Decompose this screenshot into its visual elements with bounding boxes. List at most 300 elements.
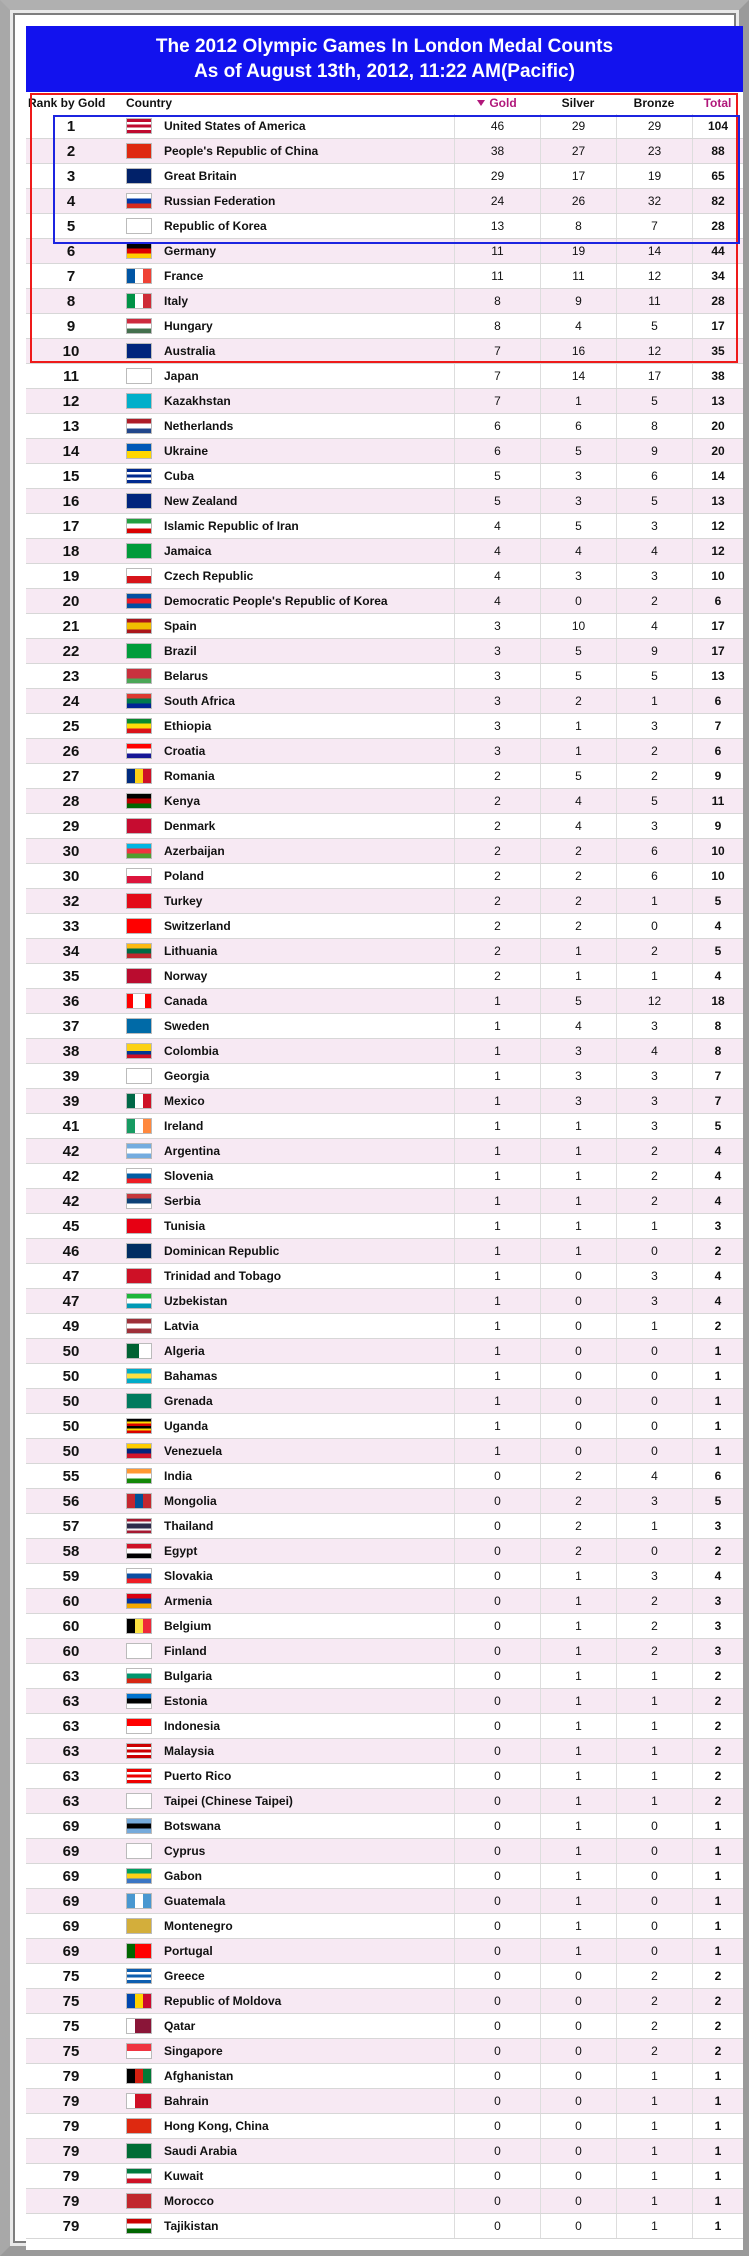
country-name[interactable]: Saudi Arabia	[164, 2144, 237, 2158]
rank-cell: 79	[62, 2117, 80, 2135]
silver-count: 3	[540, 464, 616, 488]
bronze-count: 1	[616, 1214, 692, 1238]
country-name[interactable]: Singapore	[164, 2044, 223, 2058]
table-row	[26, 139, 743, 164]
country-flag-icon	[126, 1743, 152, 1759]
total-count: 6	[692, 1464, 743, 1488]
gold-count: 1	[454, 1139, 540, 1163]
country-flag-icon	[126, 2118, 152, 2134]
silver-count: 0	[540, 2064, 616, 2088]
table-row	[26, 2089, 743, 2114]
rank-cell: 6	[66, 242, 76, 260]
total-count: 2	[692, 1989, 743, 2013]
total-count: 5	[692, 1489, 743, 1513]
table-row	[26, 189, 743, 214]
country-name[interactable]: United States of America	[164, 119, 306, 133]
country-name[interactable]: Hungary	[164, 319, 213, 333]
country-name[interactable]: Kuwait	[164, 2169, 204, 2183]
country-name[interactable]: Thailand	[164, 1519, 214, 1533]
table-row	[26, 814, 743, 839]
flag-cell	[124, 764, 154, 788]
rank-cell: 58	[62, 1542, 80, 1560]
flag-cell	[124, 639, 154, 663]
country-name[interactable]: Gabon	[164, 1869, 202, 1883]
country-name[interactable]: Belarus	[164, 669, 209, 683]
country-name[interactable]: Japan	[164, 369, 199, 383]
total-count: 1	[692, 1914, 743, 1938]
country-name[interactable]: Indonesia	[164, 1719, 221, 1733]
country-name[interactable]: Uzbekistan	[164, 1294, 228, 1308]
total-count: 5	[692, 939, 743, 963]
country-name[interactable]: Argentina	[164, 1144, 221, 1158]
gold-count: 0	[454, 1914, 540, 1938]
rank-cell: 75	[62, 1992, 80, 2010]
country-name[interactable]: Greece	[164, 1969, 205, 1983]
gold-count: 7	[454, 339, 540, 363]
total-count: 1	[692, 1414, 743, 1438]
country-name[interactable]: Tunisia	[164, 1219, 206, 1233]
rank-cell: 69	[62, 1892, 80, 1910]
gold-count: 1	[454, 1189, 540, 1213]
country-name[interactable]: Colombia	[164, 1044, 219, 1058]
bronze-count: 23	[616, 139, 692, 163]
silver-count: 1	[540, 1814, 616, 1838]
bronze-count: 9	[616, 439, 692, 463]
country-flag-icon	[126, 1918, 152, 1934]
country-name[interactable]: Montenegro	[164, 1919, 233, 1933]
country-name[interactable]: Bahamas	[164, 1369, 218, 1383]
country-name[interactable]: Cyprus	[164, 1844, 206, 1858]
total-count: 28	[692, 289, 743, 313]
rank-cell: 23	[62, 667, 80, 685]
table-row	[26, 864, 743, 889]
gold-count: 0	[454, 1789, 540, 1813]
country-name[interactable]: Portugal	[164, 1944, 213, 1958]
flag-cell	[124, 1839, 154, 1863]
gold-count: 0	[454, 1664, 540, 1688]
country-name[interactable]: Croatia	[164, 744, 206, 758]
country-name[interactable]: Jamaica	[164, 544, 212, 558]
gold-count: 11	[454, 264, 540, 288]
country-name[interactable]: Islamic Republic of Iran	[164, 519, 299, 533]
total-count: 14	[692, 464, 743, 488]
country-name[interactable]: Slovenia	[164, 1169, 214, 1183]
gold-count: 4	[454, 539, 540, 563]
country-name[interactable]: Democratic People's Republic of Korea	[164, 594, 388, 608]
country-name[interactable]: Puerto Rico	[164, 1769, 232, 1783]
total-count: 4	[692, 964, 743, 988]
country-name[interactable]: Trinidad and Tobago	[164, 1269, 282, 1283]
country-name[interactable]: Denmark	[164, 819, 216, 833]
gold-count: 29	[454, 164, 540, 188]
country-flag-icon	[126, 2093, 152, 2109]
flag-cell	[124, 214, 154, 238]
total-count: 2	[692, 1964, 743, 1988]
bronze-count: 2	[616, 2014, 692, 2038]
bronze-count: 0	[616, 1389, 692, 1413]
flag-cell	[124, 1414, 154, 1438]
country-name[interactable]: Latvia	[164, 1319, 199, 1333]
country-flag-icon	[126, 1668, 152, 1684]
gold-count: 2	[454, 914, 540, 938]
country-name[interactable]: Slovakia	[164, 1569, 213, 1583]
header-bronze[interactable]: Bronze	[633, 96, 675, 110]
total-count: 1	[692, 1389, 743, 1413]
bronze-count: 3	[616, 1264, 692, 1288]
country-name[interactable]: Armenia	[164, 1594, 213, 1608]
country-name[interactable]: Netherlands	[164, 419, 234, 433]
total-count: 34	[692, 264, 743, 288]
bronze-count: 3	[616, 1114, 692, 1138]
gold-count: 1	[454, 1439, 540, 1463]
country-name[interactable]: Australia	[164, 344, 216, 358]
silver-count: 1	[540, 739, 616, 763]
gold-count: 0	[454, 1964, 540, 1988]
country-name[interactable]: Great Britain	[164, 169, 237, 183]
total-count: 2	[692, 2014, 743, 2038]
bronze-count: 1	[616, 1689, 692, 1713]
silver-count: 4	[540, 539, 616, 563]
total-count: 7	[692, 1064, 743, 1088]
gold-count: 38	[454, 139, 540, 163]
country-name[interactable]: Republic of Moldova	[164, 1994, 282, 2008]
table-row	[26, 1339, 743, 1364]
country-name[interactable]: Ukraine	[164, 444, 209, 458]
silver-count: 1	[540, 1589, 616, 1613]
silver-count: 1	[540, 1114, 616, 1138]
table-row	[26, 839, 743, 864]
bronze-count: 8	[616, 414, 692, 438]
table-row	[26, 1539, 743, 1564]
rank-cell: 5	[66, 217, 76, 235]
country-name[interactable]: Romania	[164, 769, 215, 783]
total-count: 1	[692, 1864, 743, 1888]
flag-cell	[124, 1914, 154, 1938]
country-name[interactable]: Poland	[164, 869, 205, 883]
country-name[interactable]: Afghanistan	[164, 2069, 234, 2083]
total-count: 1	[692, 2189, 743, 2213]
country-name[interactable]: Botswana	[164, 1819, 221, 1833]
country-name[interactable]: Germany	[164, 244, 217, 258]
country-flag-icon	[126, 318, 152, 334]
header-rank[interactable]: Rank by Gold	[28, 96, 106, 110]
rank-cell: 69	[62, 1917, 80, 1935]
total-count: 10	[692, 839, 743, 863]
table-row	[26, 1839, 743, 1864]
flag-cell	[124, 439, 154, 463]
total-count: 18	[692, 989, 743, 1013]
rank-cell: 79	[62, 2217, 80, 2235]
country-flag-icon	[126, 1593, 152, 1609]
total-count: 13	[692, 664, 743, 688]
gold-count: 0	[454, 2164, 540, 2188]
header-total[interactable]: Total	[703, 96, 732, 110]
country-name[interactable]: South Africa	[164, 694, 235, 708]
country-name[interactable]: Republic of Korea	[164, 219, 267, 233]
header-silver[interactable]: Silver	[561, 96, 595, 110]
table-row	[26, 1014, 743, 1039]
country-name[interactable]: Georgia	[164, 1069, 210, 1083]
country-name[interactable]: Grenada	[164, 1394, 213, 1408]
country-flag-icon	[126, 1193, 152, 1209]
silver-count: 5	[540, 664, 616, 688]
flag-cell	[124, 1564, 154, 1588]
total-count: 1	[692, 1939, 743, 1963]
flag-cell	[124, 989, 154, 1013]
silver-count: 1	[540, 1214, 616, 1238]
gold-count: 0	[454, 1864, 540, 1888]
flag-cell	[124, 1739, 154, 1763]
gold-count: 2	[454, 864, 540, 888]
bronze-count: 1	[616, 1664, 692, 1688]
bronze-count: 2	[616, 2039, 692, 2063]
flag-cell	[124, 1214, 154, 1238]
flag-cell	[124, 1114, 154, 1138]
rank-cell: 50	[62, 1367, 80, 1385]
country-name[interactable]: Venezuela	[164, 1444, 223, 1458]
table-row	[26, 964, 743, 989]
country-name[interactable]: Spain	[164, 619, 197, 633]
bronze-count: 2	[616, 1164, 692, 1188]
table-row	[26, 389, 743, 414]
total-count: 4	[692, 1189, 743, 1213]
title-line-2: As of August 13th, 2012, 11:22 AM(Pacific)	[194, 61, 575, 82]
country-name[interactable]: Ethiopia	[164, 719, 212, 733]
country-name[interactable]: Switzerland	[164, 919, 231, 933]
rank-cell: 63	[62, 1667, 80, 1685]
country-flag-icon	[126, 1893, 152, 1909]
gold-count: 6	[454, 439, 540, 463]
silver-count: 5	[540, 989, 616, 1013]
gold-count: 0	[454, 1989, 540, 2013]
country-name[interactable]: Kazakhstan	[164, 394, 231, 408]
bronze-count: 3	[616, 1064, 692, 1088]
bronze-count: 29	[616, 114, 692, 138]
country-name[interactable]: Serbia	[164, 1194, 201, 1208]
country-flag-icon	[126, 693, 152, 709]
country-flag-icon	[126, 1718, 152, 1734]
country-name[interactable]: Tajikistan	[164, 2219, 219, 2233]
total-count: 82	[692, 189, 743, 213]
country-name[interactable]: Turkey	[164, 894, 203, 908]
table-row	[26, 2039, 743, 2064]
country-flag-icon	[126, 1118, 152, 1134]
flag-cell	[124, 1064, 154, 1088]
country-name[interactable]: Dominican Republic	[164, 1244, 280, 1258]
country-name[interactable]: Uganda	[164, 1419, 209, 1433]
rank-cell: 8	[66, 292, 76, 310]
total-count: 4	[692, 1264, 743, 1288]
gold-count: 0	[454, 2064, 540, 2088]
gold-count: 8	[454, 289, 540, 313]
flag-cell	[124, 739, 154, 763]
rank-cell: 50	[62, 1442, 80, 1460]
table-row	[26, 1614, 743, 1639]
bronze-count: 3	[616, 1289, 692, 1313]
country-flag-icon	[126, 1843, 152, 1859]
silver-count: 0	[540, 2139, 616, 2163]
total-count: 1	[692, 1839, 743, 1863]
country-flag-icon	[126, 968, 152, 984]
table-row	[26, 2114, 743, 2139]
country-name[interactable]: Bahrain	[164, 2094, 209, 2108]
total-count: 1	[692, 2139, 743, 2163]
table-row	[26, 339, 743, 364]
country-name[interactable]: Canada	[164, 994, 208, 1008]
rank-cell: 36	[62, 992, 80, 1010]
country-name[interactable]: Estonia	[164, 1694, 208, 1708]
bronze-count: 1	[616, 2114, 692, 2138]
flag-cell	[124, 1989, 154, 2013]
flag-cell	[124, 489, 154, 513]
bronze-count: 0	[616, 1839, 692, 1863]
country-name[interactable]: Qatar	[164, 2019, 196, 2033]
rank-cell: 69	[62, 1942, 80, 1960]
country-name[interactable]: Morocco	[164, 2194, 215, 2208]
gold-count: 0	[454, 1539, 540, 1563]
bronze-count: 2	[616, 1139, 692, 1163]
rank-cell: 42	[62, 1142, 80, 1160]
silver-count: 1	[540, 1889, 616, 1913]
country-name[interactable]: Egypt	[164, 1544, 198, 1558]
country-name[interactable]: Hong Kong, China	[164, 2119, 269, 2133]
rank-cell: 12	[62, 392, 80, 410]
flag-cell	[124, 1164, 154, 1188]
rank-cell: 32	[62, 892, 80, 910]
country-name[interactable]: Guatemala	[164, 1894, 226, 1908]
gold-count: 46	[454, 114, 540, 138]
flag-cell	[124, 839, 154, 863]
country-name[interactable]: Russian Federation	[164, 194, 276, 208]
rank-cell: 63	[62, 1692, 80, 1710]
country-name[interactable]: Italy	[164, 294, 189, 308]
silver-count: 5	[540, 439, 616, 463]
country-flag-icon	[126, 468, 152, 484]
rank-cell: 13	[62, 417, 80, 435]
gold-count: 1	[454, 1239, 540, 1263]
gold-count: 1	[454, 989, 540, 1013]
bronze-count: 2	[616, 1189, 692, 1213]
country-name[interactable]: Norway	[164, 969, 208, 983]
total-count: 10	[692, 864, 743, 888]
country-name[interactable]: New Zealand	[164, 494, 238, 508]
gold-count: 5	[454, 489, 540, 513]
silver-count: 0	[540, 1339, 616, 1363]
header-country[interactable]: Country	[126, 96, 172, 110]
total-count: 28	[692, 214, 743, 238]
silver-count: 5	[540, 764, 616, 788]
rank-cell: 35	[62, 967, 80, 985]
country-name[interactable]: Bulgaria	[164, 1669, 213, 1683]
country-flag-icon	[126, 368, 152, 384]
silver-count: 0	[540, 1989, 616, 2013]
rank-cell: 15	[62, 467, 80, 485]
gold-count: 13	[454, 214, 540, 238]
total-count: 12	[692, 539, 743, 563]
flag-cell	[124, 914, 154, 938]
country-name[interactable]: Lithuania	[164, 944, 218, 958]
bronze-count: 0	[616, 1364, 692, 1388]
country-flag-icon	[126, 1868, 152, 1884]
total-count: 104	[692, 114, 743, 138]
flag-cell	[124, 1864, 154, 1888]
country-flag-icon	[126, 2068, 152, 2084]
flag-cell	[124, 589, 154, 613]
rank-cell: 17	[62, 517, 80, 535]
flag-cell	[124, 889, 154, 913]
flag-cell	[124, 1389, 154, 1413]
country-name[interactable]: India	[164, 1469, 193, 1483]
rank-cell: 19	[62, 567, 80, 585]
country-name[interactable]: People's Republic of China	[164, 144, 319, 158]
flag-cell	[124, 689, 154, 713]
country-name[interactable]: Finland	[164, 1644, 207, 1658]
country-name[interactable]: Brazil	[164, 644, 197, 658]
bronze-count: 0	[616, 1914, 692, 1938]
flag-cell	[124, 2164, 154, 2188]
rank-cell: 63	[62, 1717, 80, 1735]
total-count: 4	[692, 1564, 743, 1588]
country-name[interactable]: Czech Republic	[164, 569, 254, 583]
country-name[interactable]: France	[164, 269, 204, 283]
country-flag-icon	[126, 118, 152, 134]
country-name[interactable]: Cuba	[164, 469, 194, 483]
table-row	[26, 2214, 743, 2239]
country-name[interactable]: Azerbaijan	[164, 844, 225, 858]
flag-cell	[124, 1264, 154, 1288]
flag-cell	[124, 1689, 154, 1713]
rank-cell: 56	[62, 1492, 80, 1510]
table-row	[26, 539, 743, 564]
table-row	[26, 514, 743, 539]
country-name[interactable]: Malaysia	[164, 1744, 215, 1758]
country-flag-icon	[126, 1043, 152, 1059]
total-count: 1	[692, 2064, 743, 2088]
silver-count: 1	[540, 1714, 616, 1738]
total-count: 4	[692, 1289, 743, 1313]
gold-count: 7	[454, 364, 540, 388]
country-name[interactable]: Ireland	[164, 1119, 204, 1133]
silver-count: 0	[540, 1439, 616, 1463]
country-name[interactable]: Mexico	[164, 1094, 205, 1108]
country-flag-icon	[126, 268, 152, 284]
country-name[interactable]: Sweden	[164, 1019, 210, 1033]
table-body	[26, 114, 743, 2239]
header-gold[interactable]	[454, 92, 540, 114]
country-name[interactable]: Mongolia	[164, 1494, 217, 1508]
rank-cell: 25	[62, 717, 80, 735]
country-name[interactable]: Kenya	[164, 794, 201, 808]
silver-count: 1	[540, 1639, 616, 1663]
silver-count: 1	[540, 1139, 616, 1163]
country-name[interactable]: Taipei (Chinese Taipei)	[164, 1794, 293, 1808]
gold-count: 3	[454, 639, 540, 663]
gold-count: 0	[454, 2039, 540, 2063]
flag-cell	[124, 1139, 154, 1163]
flag-cell	[124, 264, 154, 288]
rank-cell: 33	[62, 917, 80, 935]
rank-cell: 47	[62, 1267, 80, 1285]
silver-count: 1	[540, 1739, 616, 1763]
table-row	[26, 989, 743, 1014]
rank-cell: 39	[62, 1067, 80, 1085]
silver-count: 26	[540, 189, 616, 213]
country-name[interactable]: Algeria	[164, 1344, 205, 1358]
rank-cell: 11	[63, 367, 79, 385]
rank-cell: 79	[62, 2192, 80, 2210]
country-name[interactable]: Belgium	[164, 1619, 212, 1633]
flag-cell	[124, 1339, 154, 1363]
